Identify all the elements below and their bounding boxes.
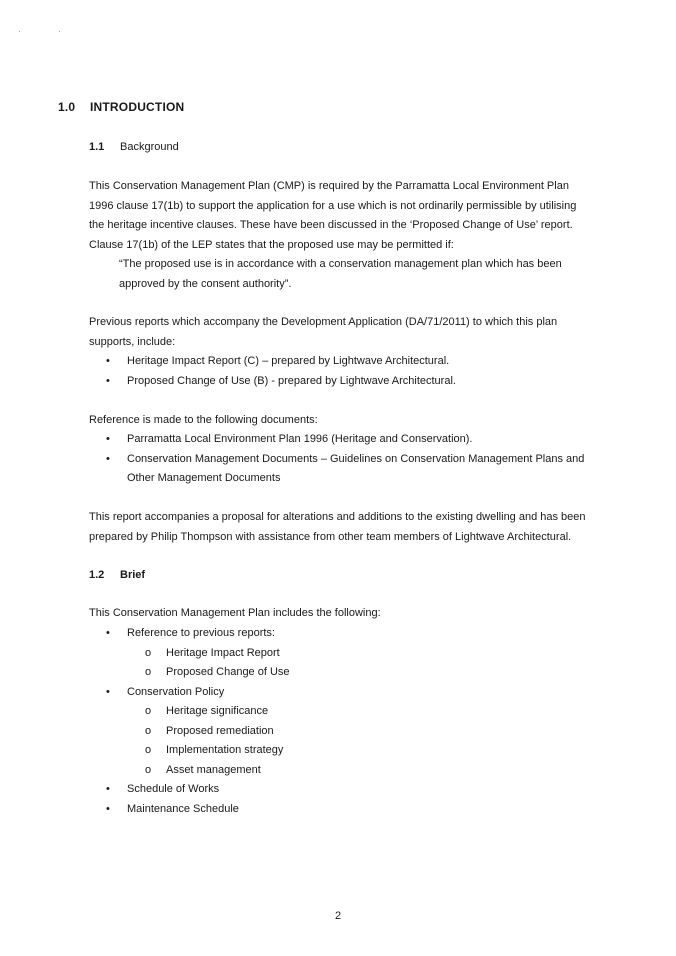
sublist-item: o Asset management (89, 761, 589, 781)
circle-bullet-icon: o (145, 646, 152, 659)
text-line: This Conservation Management Plan (CMP) is required by the Parramatta Local Environment Plan (89, 180, 569, 192)
sublist-container (89, 644, 589, 683)
circle-bullet-icon: o (145, 724, 152, 737)
quote-block (119, 255, 569, 294)
list-item: • Conservation Policy (89, 683, 589, 703)
subsection-title: Background (120, 141, 179, 153)
bullet-icon: • (106, 685, 110, 698)
subsection-number: 1.1 (89, 141, 105, 153)
page-number: 2 (334, 910, 342, 922)
text-line: This report accompanies a proposal for alterations and additions to the existing dwelling and has been (89, 511, 586, 523)
circle-bullet-icon: o (145, 705, 152, 717)
bullet-icon: • (106, 783, 110, 795)
text-line: the heritage incentive clauses. These have been discussed in the ‘Proposed Change of Use’ report. (89, 219, 573, 231)
reference-paragraph (89, 411, 589, 431)
sublist (89, 644, 589, 683)
bullet-icon: • (106, 802, 110, 815)
bullet-icon: • (106, 355, 110, 367)
list-item: • Reference to previous reports: (89, 624, 589, 644)
subsection-heading-brief (89, 566, 145, 586)
text-line: Clause 17(1b) of the LEP states that the proposed use may be permitted if: (89, 238, 454, 251)
text-line: approved by the consent authority”. (119, 277, 292, 290)
list-item: • Proposed Change of Use (B) - prepared by Lightwave Architectural. (89, 372, 589, 392)
section-number: 1.0 (58, 100, 76, 114)
section-heading (58, 98, 184, 118)
list-item: • Parramatta Local Environment Plan 1996 (Heritage and Conservation). (89, 430, 589, 450)
background-paragraph (89, 177, 589, 255)
text-line: “The proposed use is in accordance with a conservation management plan which has been (119, 258, 562, 270)
sublist-item: o Implementation strategy (89, 741, 589, 761)
proposal-paragraph (89, 508, 589, 547)
circle-bullet-icon: o (145, 744, 152, 756)
circle-bullet-icon: o (145, 763, 152, 776)
scan-mark: · (18, 27, 21, 36)
text-line: Previous reports which accompany the Development Application (DA/71/2011) to which this plan (89, 316, 558, 328)
subsection-heading-background (89, 138, 179, 158)
brief-list (89, 624, 589, 819)
scan-mark: · (58, 27, 61, 36)
bullet-icon: • (106, 374, 110, 387)
list-item: • Heritage Impact Report (C) – prepared by Lightwave Architectural. (89, 352, 589, 372)
sublist (89, 702, 589, 780)
list-item: • Maintenance Schedule (89, 800, 589, 820)
list-item: • Conservation Management Documents – Guidelines on Conservation Management Plans and Other Management Documents (89, 450, 589, 489)
sublist-item: o Proposed remediation (89, 722, 589, 742)
sublist-container (89, 702, 589, 780)
documents-list (89, 430, 589, 489)
bullet-icon: • (106, 627, 110, 639)
section-title: INTRODUCTION (90, 100, 185, 114)
subsection-number: 1.2 (89, 569, 105, 581)
text-line: 1996 clause 17(1b) to support the application for a use which is not ordinarily permissible by utilising (89, 199, 577, 212)
text-line: supports, include: (89, 335, 176, 348)
brief-intro (89, 604, 589, 624)
reports-list (89, 352, 589, 391)
subsection-title: Brief (120, 569, 146, 581)
sublist-item: o Proposed Change of Use (89, 663, 589, 683)
text-line: Reference is made to the following documents: (89, 414, 318, 426)
circle-bullet-icon: o (145, 666, 152, 678)
text-line: This Conservation Management Plan includes the following: (89, 607, 381, 619)
sublist-item: o Heritage significance (89, 702, 589, 722)
text-line: prepared by Philip Thompson with assistance from other team members of Lightwave Architectural. (89, 530, 572, 543)
bullet-icon: • (106, 452, 110, 465)
previous-reports-paragraph (89, 313, 589, 352)
sublist-item: o Heritage Impact Report (89, 644, 589, 664)
list-item: • Schedule of Works (89, 780, 589, 800)
bullet-icon: • (106, 433, 110, 445)
